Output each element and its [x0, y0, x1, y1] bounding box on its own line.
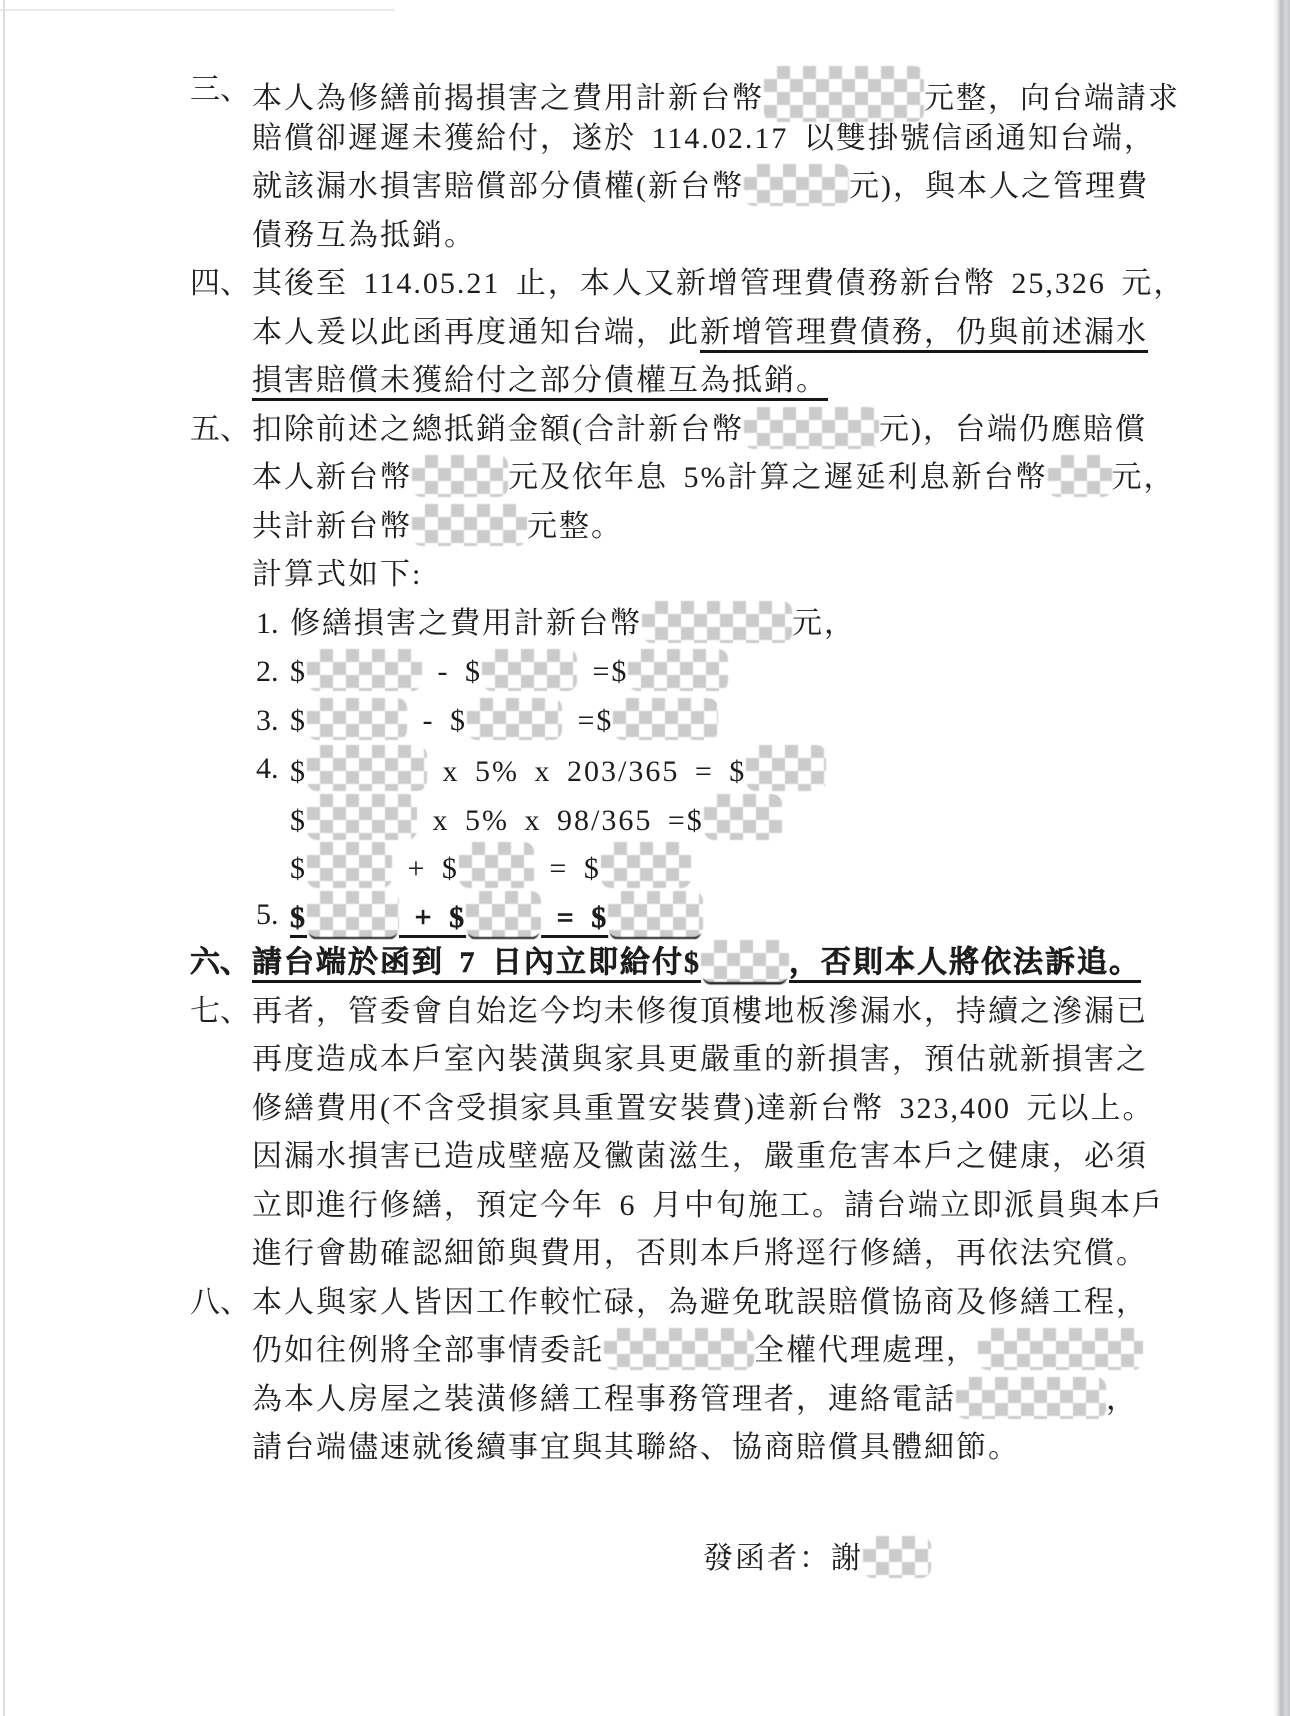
text-segment: 元及依年息 5%計算之遲延利息新台幣 [508, 461, 1048, 494]
redaction-blob [701, 940, 789, 982]
text-segment: $ [290, 803, 307, 837]
text-segment: 元)，與本人之管理費 [849, 170, 1149, 203]
doc-line [0, 745, 1240, 794]
text-segment: 因漏水損害已造成壁癌及黴菌滋生，嚴重危害本戶之健康，必須 [252, 1140, 1148, 1173]
doc-line [0, 600, 1240, 649]
text-segment: 修繕費用(不含受損家具重置安裝費)達新台幣 323,400 元以上。 [252, 1091, 1155, 1125]
doc-line [0, 842, 1240, 891]
redaction-blob [604, 1328, 754, 1370]
doc-line [0, 697, 1240, 746]
redaction-blob [307, 649, 422, 691]
text-segment: ，否則本人將依法訴追。 [789, 946, 1141, 979]
text-segment: 本人爰以此函再度通知台端，此 [252, 315, 700, 349]
doc-line [0, 357, 1240, 406]
doc-line [0, 309, 1240, 358]
doc-line [0, 794, 1240, 843]
text-segment: 新增管理費債務，仍與前述漏水 [700, 315, 1148, 349]
doc-line [0, 939, 1240, 988]
text-segment: 損害賠償未獲給付之部分債權互為抵銷。 [252, 364, 828, 397]
item-number-label: 五、 [190, 412, 250, 446]
doc-line [0, 163, 1240, 212]
doc-line [0, 1376, 1240, 1425]
text-segment: 再度造成本戶室內裝潢與家具更嚴重的新損害，預估就新損害之 [252, 1043, 1148, 1076]
text-segment: 元整。 [527, 509, 623, 543]
redaction-blob [863, 1536, 931, 1578]
item-number-label: 六、 [190, 946, 250, 979]
redaction-blob [1048, 455, 1112, 497]
redaction-blob [601, 842, 691, 888]
redaction-blob [459, 842, 534, 888]
text-segment: 為本人房屋之裝潢修繕工程事務管理者，連絡電話 [252, 1382, 956, 1416]
text-segment: 請台端儘速就後續事宜與其聯絡、協商賠償具體細節。 [252, 1431, 1020, 1464]
text-segment: ， [1106, 1382, 1138, 1416]
doc-line [0, 551, 1240, 600]
item-number-label: 七、 [190, 994, 250, 1028]
text-segment: 再者，管委會自始迄今均未修復頂樓地板滲漏水，持續之滲漏已 [252, 994, 1148, 1028]
doc-line [0, 454, 1240, 503]
redaction-blob [307, 842, 392, 888]
redaction-blob [307, 745, 427, 791]
item-number-label: 2. [256, 655, 279, 688]
text-segment: 就該漏水損害賠償部分債權(新台幣 [252, 170, 744, 203]
redaction-blob [978, 1328, 1143, 1370]
text-segment: 元， [792, 606, 856, 640]
item-number-label: 1. [256, 606, 279, 640]
text-segment: =$ [562, 703, 614, 737]
text-segment: - $ [422, 655, 482, 688]
doc-line [0, 1327, 1240, 1376]
redaction-blob [628, 649, 728, 691]
redaction-blob [956, 1377, 1106, 1419]
text-segment: 其後至 114.05.21 止，本人又新增管理費債務新台幣 25,326 元， [252, 267, 1186, 300]
text-segment: $ [290, 655, 307, 688]
text-segment: 發函者：謝 [703, 1541, 863, 1575]
text-segment: 計算式如下: [252, 558, 423, 591]
text-segment: 共計新台幣 [252, 509, 412, 543]
item-number-label: 5. [256, 897, 279, 931]
redaction-blob [613, 698, 718, 740]
text-segment: 元整，向台端請求 [924, 82, 1180, 115]
text-segment: x 5% x 98/365 =$ [417, 803, 704, 837]
text-segment: 債務互為抵銷。 [252, 218, 476, 252]
text-segment: 全權代理處理， [754, 1334, 978, 1367]
sender-line [0, 1535, 1240, 1584]
text-segment: 本人為修繕前揭損害之費用計新台幣 [252, 82, 764, 115]
doc-line [0, 115, 1240, 164]
doc-line [0, 212, 1240, 261]
redaction-blob [307, 891, 399, 937]
page-right-edge-shadow [1273, 0, 1290, 1716]
doc-line [0, 891, 1240, 940]
text-segment: + $ [399, 900, 467, 934]
text-segment: 扣除前述之總抵銷金額(合計新台幣 [252, 412, 744, 446]
text-segment: 本人與家人皆因工作較忙碌，為避免耽誤賠償協商及修繕工程， [252, 1285, 1148, 1319]
doc-line [0, 1036, 1240, 1085]
text-segment: 請台端於函到 7 日內立即給付$ [252, 946, 701, 979]
redaction-blob [412, 455, 508, 497]
doc-line [0, 988, 1240, 1037]
text-segment: = $ [541, 900, 609, 934]
item-number-label: 4. [256, 752, 279, 785]
text-segment: 進行會勘確認細節與費用，否則本戶將逕行修繕，再依法究償。 [252, 1237, 1148, 1270]
redaction-blob [466, 891, 541, 937]
redaction-blob [642, 601, 792, 643]
doc-line [0, 66, 1240, 115]
doc-line [0, 648, 1240, 697]
redaction-blob [467, 698, 562, 740]
doc-line [0, 1424, 1240, 1473]
text-segment: 立即進行修繕，預定今年 6 月中旬施工。請台端立即派員與本戶 [252, 1188, 1164, 1222]
doc-line [0, 1279, 1240, 1328]
doc-line [0, 1133, 1240, 1182]
text-segment: - $ [407, 703, 467, 737]
doc-line [0, 406, 1240, 455]
text-segment: 元， [1111, 461, 1176, 494]
text-segment: + $ [392, 852, 459, 885]
text-segment: 修繕損害之費用計新台幣 [290, 606, 642, 640]
redaction-blob [412, 504, 527, 546]
text-segment: $ [290, 900, 307, 934]
text-segment: $ [290, 755, 307, 788]
redaction-blob [746, 745, 826, 791]
doc-line [0, 1230, 1240, 1279]
redaction-blob [307, 698, 407, 740]
redaction-blob [744, 164, 849, 206]
item-number-label: 3. [256, 703, 279, 737]
text-segment: $ [290, 703, 307, 737]
doc-line [0, 1182, 1240, 1231]
text-segment: =$ [577, 655, 629, 688]
redaction-blob [744, 407, 879, 449]
doc-line [0, 503, 1240, 552]
text-segment: = $ [533, 852, 601, 885]
text-segment: x 5% x 203/365 = $ [427, 755, 747, 788]
redaction-blob [307, 794, 417, 840]
item-number-label: 八、 [190, 1285, 250, 1319]
redaction-blob [704, 794, 782, 840]
text-segment: 仍如往例將全部事情委託 [252, 1334, 604, 1367]
text-segment: 本人新台幣 [252, 461, 412, 494]
doc-line [0, 260, 1240, 309]
item-number-label: 三、 [190, 73, 250, 106]
doc-line [0, 1085, 1240, 1134]
item-number-label: 四、 [190, 267, 250, 300]
redaction-blob [608, 891, 703, 937]
text-segment: $ [290, 852, 307, 885]
redaction-blob [482, 649, 577, 691]
text-segment: 賠償卻遲遲未獲給付，遂於 114.02.17 以雙掛號信函通知台端， [252, 121, 1156, 155]
text-segment: 元)，台端仍應賠償 [879, 412, 1147, 446]
